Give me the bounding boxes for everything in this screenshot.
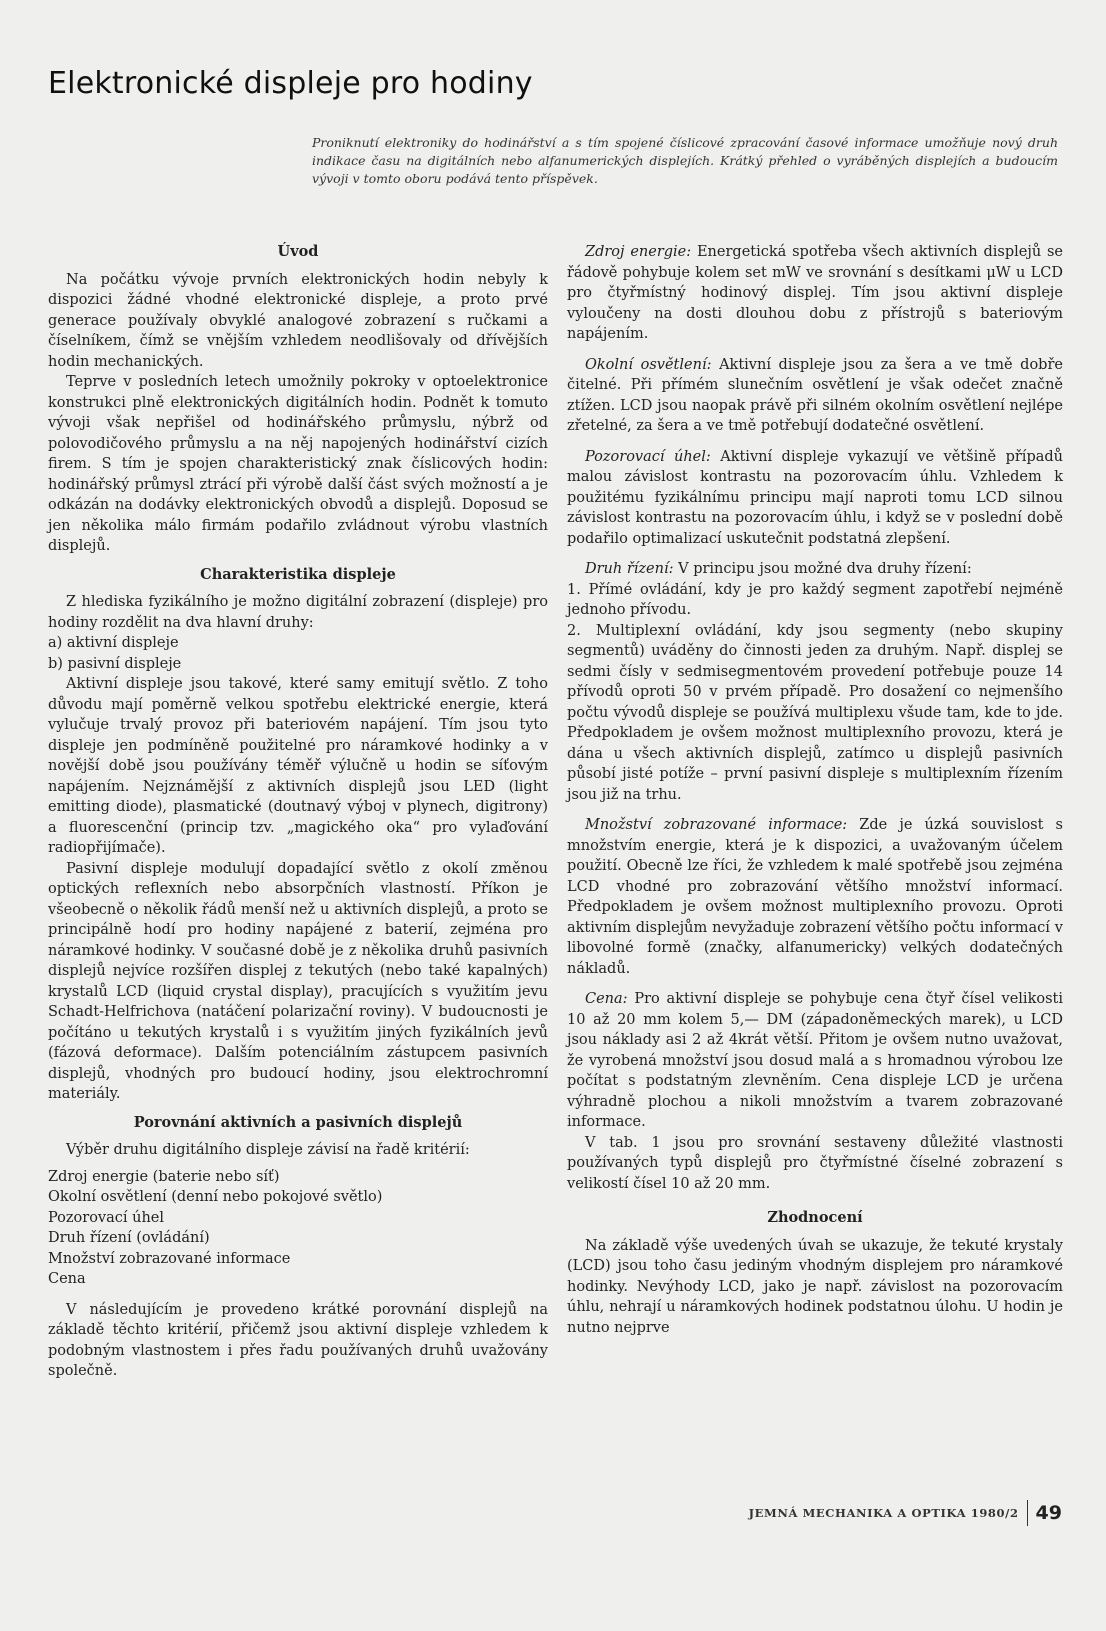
display-types-list [48,633,548,674]
article-title: Elektronické displeje pro hodiny [48,66,533,101]
list-item: Zdroj energie (baterie nebo síť) [48,1168,280,1185]
list-item: a) aktivní displeje [48,635,179,651]
heading-charakteristika: Charakteristika displeje [200,565,396,583]
okolni-text: Aktivní displeje jsou za šera a ve tmě dobře čitelné. Při přímém slunečním osvětlení je však odečet značně ztížen. LCD jsou naopak právě při silném okolním osvětlení nejlépe zřetelné, za šera a ve tmě potřebují dodatečné osvětlení. [567,356,1063,434]
zdroj-text: Energetická spotřeba všech aktivních displejů se řádově pohybuje kolem set mW ve srovnání s desítkami μW u LCD pro čtyřmístný hodinový displej. Tím jsou aktivní displeje vyloučeny na dosti dlouhou dobu z přístrojů s bateriovým napájením. [567,244,1063,342]
tab-paragraph: V tab. 1 jsou pro srovnání sestaveny důležité vlastnosti používaných typů displejů pro čtyřmístné číselné zobrazení s velikostí čísel 10 až 20 mm. [567,1134,1063,1192]
page-footer [749,1500,1062,1526]
pozor-text: Aktivní displeje vykazují ve většině případů malou závislost kontrastu na pozorovacím úhlu. Vzhledem k použitému fyzikálnímu principu mají naproti tomu LCD silnou závislost kontrastu na pozorovacím úhlu, i když se v poslední době podařilo optimalizací uskutečnit podstatná zlepšení. [567,448,1063,547]
mnoz-paragraph [567,815,1063,979]
page-number: 49 [1035,1502,1062,1524]
list-item: Množství zobrazované informace [48,1250,291,1267]
uvod-paragraph-1: Na počátku vývoje prvních elektronických hodin nebyly k dispozici žádné vhodné elektronické displeje, a proto prvé generace používaly obvyklé analogové zobrazení s ručkami a číselníkem, čímž se vnějším vzhledem neodlišovaly od dřívějších hodin mechanických. [48,271,548,370]
okolni-paragraph [567,355,1063,437]
zhod-paragraph: Na základě výše uvedených úvah se ukazuje, že tekuté krystaly (LCD) jsou toho času jediným vhodným displejem pro náramkové hodinky. Nevýhody LCD, jako je např. závislost na pozorovacím úhlu, nehrají u náramkových hodinek podstatnou úlohu. U hodin je nutno nejprve [567,1237,1063,1336]
heading-uvod: Úvod [277,243,319,260]
footer-divider [1027,1500,1028,1526]
journal-name: JEMNÁ MECHANIKA A OPTIKA 1980/2 [748,1506,1019,1520]
cena-text: Pro aktivní displeje se pohybuje cena čtyř čísel velikosti 10 až 20 mm kolem 5,— DM (západoněmeckých marek), u LCD jsou náklady asi 2 až 4krát větší. Přitom je ovšem nutno uvažovat, že vyrobená množství jsou dosud malá a s hromadnou výrobou lze počítat s podstatným zlevněním. Cena displeje LCD je určena výhradně plochou a nikoli množstvím a tvarem zobrazované informace. [567,991,1063,1130]
heading-porovnani: Porovnání aktivních a pasivních displejů [133,1113,463,1131]
por-paragraph-2: V následujícím je provedeno krátké porovnání displejů na základě těchto kritérií, přičemž jsou aktivní displeje vzhledem k podobným vlastnostem i přes řadu používaných druhů uvažovány společně. [48,1301,548,1379]
list-item: Okolní osvětlení (denní nebo pokojové světlo) [48,1189,383,1205]
char-paragraph-3: Pasivní displeje modulují dopadající světlo z okolí změnou optických reflexních nebo absorpčních vlastností. Příkon je všeobecně o několik řádů menší než u aktivních displejů, a proto se principálně hodí pro hodiny napájené z baterií, zejména pro náramkové hodinky. V současné době je z několika druhů pasivních displejů nejvíce rozšířen displej z tekutých (nebo také kapalných) krystalů LCD (liquid crystal display), pracujících s využitím jevu Schadt-Helfrichova (natáčení polarizační roviny). V budoucnosti je počítáno u tekutých krystalů i s využitím jiných fyzikálních jevů (fázová deformace). Dalším potenciálním zástupcem pasivních displejů, vhodných pro budoucí hodiny, jsou elektrochromní materiály. [48,860,548,1102]
zdroj-paragraph [567,242,1063,345]
mnoz-term: Množství zobrazované informace: [585,817,848,833]
pozor-paragraph [567,447,1063,550]
druh-paragraph [567,559,1063,580]
criteria-list [48,1167,548,1290]
mnoz-text: Zde je úzká souvislost s množstvím energie, která je k dispozici, a uvažovaným účelem použití. Obecně lze říci, že vzhledem k malé spotřebě jsou zejména LCD vhodné pro zobrazování většího množství informací. Předpokladem je ovšem možnost multiplexního provozu. Oproti aktivním displejům nevyžaduje zobrazení většího počtu informací v libovolné formě (značky, alfanumericky) velkých dodatečných nákladů. [567,817,1063,977]
uvod-paragraph-2: Teprve v posledních letech umožnily pokroky v optoelektronice konstrukci plně elektronických digitálních hodin. Podnět k tomuto vývoji však nepřišel od hodinářského průmyslu, nýbrž od polovodičového průmyslu a na něj napojených hodinářství cizích firem. S tím je spojen charakteristický znak číslicových hodin: hodinářský průmysl ztrácí při výrobě další část svých možností a je odkázán na dodávky elektronických obvodů a displejů. Doposud se jen několika málo firmám podařilo zvládnout výrobu vlastních displejů. [48,374,548,554]
list-item: Pozorovací úhel [48,1209,165,1226]
list-item: b) pasivní displeje [48,655,182,672]
druh-text: V principu jsou možné dva druhy řízení: [673,561,972,577]
list-item: Druh řízení (ovládání) [48,1230,210,1246]
zdroj-term: Zdroj energie: [585,244,692,260]
char-paragraph-1: Z hlediska fyzikálního je možno digitální zobrazení (displeje) pro hodiny rozdělit na dva hlavní druhy: [48,594,548,631]
por-paragraph-1: Výběr druhu digitálního displeje závisí na řadě kritérií: [66,1142,470,1158]
char-paragraph-2: Aktivní displeje jsou takové, které samy emitují světlo. Z toho důvodu mají poměrně velkou spotřebu elektrické energie, která vylučuje trvalý provoz při bateriovém napájení. Tím jsou tyto displeje jen podmíněně použitelné pro náramkové hodinky a v novější době jsou používány téměř výlučně u hodin se síťovým napájením. Nejznámější z aktivních displejů jsou LED (light emitting diode), plasmatické (doutnavý výboj v plynech, digitrony) a fluorescenční (princip tzv. „magického oka“ pro vylaďování radiopřijímače). [48,676,548,856]
heading-zhodnoceni: Zhodnocení [767,1209,863,1226]
list-item: Cena [48,1271,86,1287]
okolni-term: Okolní osvětlení: [585,356,712,373]
cena-paragraph [567,989,1063,1133]
druh-item-1: 1. Přímé ovládání, kdy je pro každý segment zapotřebí nejméně jednoho přívodu. [567,581,1063,618]
left-column [48,242,548,1382]
druh-term: Druh řízení: [585,561,674,577]
cena-term: Cena: [585,991,628,1007]
article-lead: Proniknutí elektroniky do hodinářství a s tím spojené číslicové zpracování časové informace umožňuje nový druh indikace času na digitálních nebo alfanumerických displejích. Krátký přehled o vyráběných displejích a budoucím vývoji v tomto oboru podává tento příspěvek. [312,135,1058,186]
druh-item-2: 2. Multiplexní ovládání, kdy jsou segmenty (nebo skupiny segmentů) uváděny do činnosti jeden za druhým. Např. displej se sedmi čísly v sedmisegmentovém provedení potřebuje pouze 14 přívodů oproti 50 v prvém případě. Pro dosažení co nejmenšího počtu vývodů displeje se používá multiplexu všude tam, kde to jde. Předpokladem je ovšem možnost multiplexního provozu, která je dána u všech aktivních displejů, zatímco u displejů pasivních působí jisté potíže – první pasivní displeje s multiplexním řízením jsou již na trhu. [567,622,1063,803]
right-column [567,242,1063,1338]
pozor-term: Pozorovací úhel: [585,448,711,465]
